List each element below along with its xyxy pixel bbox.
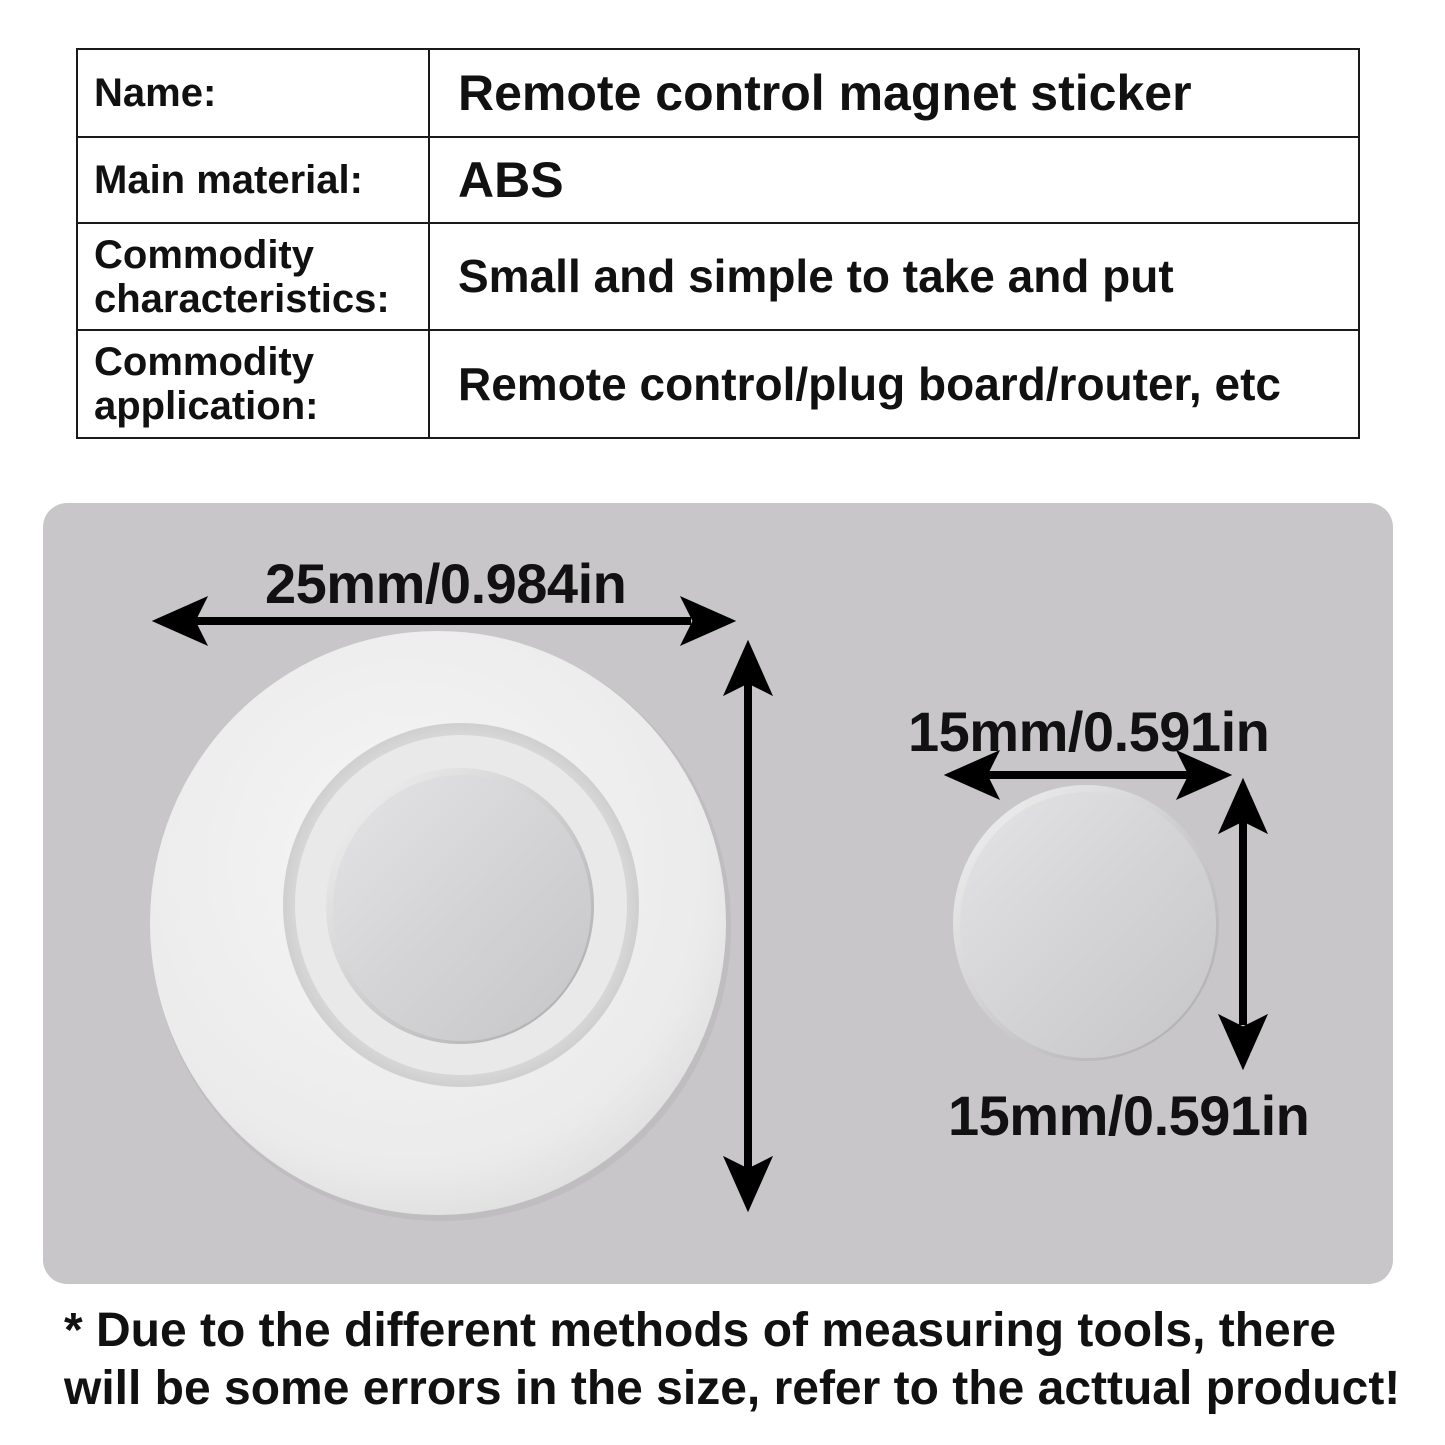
- spec-label-characteristics: Commodity characteristics:: [77, 223, 429, 330]
- dimension-large-width: 25mm/0.984in: [265, 552, 627, 615]
- spec-label-material: Main material:: [77, 137, 429, 223]
- product-image-panel: [43, 503, 1393, 1284]
- spec-table: [76, 48, 1360, 439]
- spec-value-characteristics: Small and simple to take and put: [429, 223, 1359, 330]
- spec-value-name: Remote control magnet sticker: [429, 49, 1359, 137]
- ring-sticker-large: [150, 631, 731, 1221]
- spec-row-application: [77, 330, 1359, 438]
- spec-value-application: Remote control/plug board/router, etc: [429, 330, 1359, 438]
- spec-row-material: [77, 137, 1359, 223]
- product-illustration: [43, 503, 1393, 1284]
- arrow-small-height: [1219, 779, 1267, 1069]
- spec-label-application: Commodity application:: [77, 330, 429, 438]
- arrow-large-height: [724, 641, 772, 1211]
- magnet-disc-small: [953, 785, 1219, 1061]
- dimension-small-height: 15mm/0.591in: [948, 1084, 1310, 1147]
- spec-row-name: [77, 49, 1359, 137]
- spec-label-name: Name:: [77, 49, 429, 137]
- dimension-small-width: 15mm/0.591in: [908, 700, 1270, 763]
- size-disclaimer: * Due to the different methods of measuring tools, there will be some errors in the size, refer to the acttual product!: [64, 1304, 1401, 1415]
- spec-row-characteristics: [77, 223, 1359, 330]
- spec-value-material: ABS: [429, 137, 1359, 223]
